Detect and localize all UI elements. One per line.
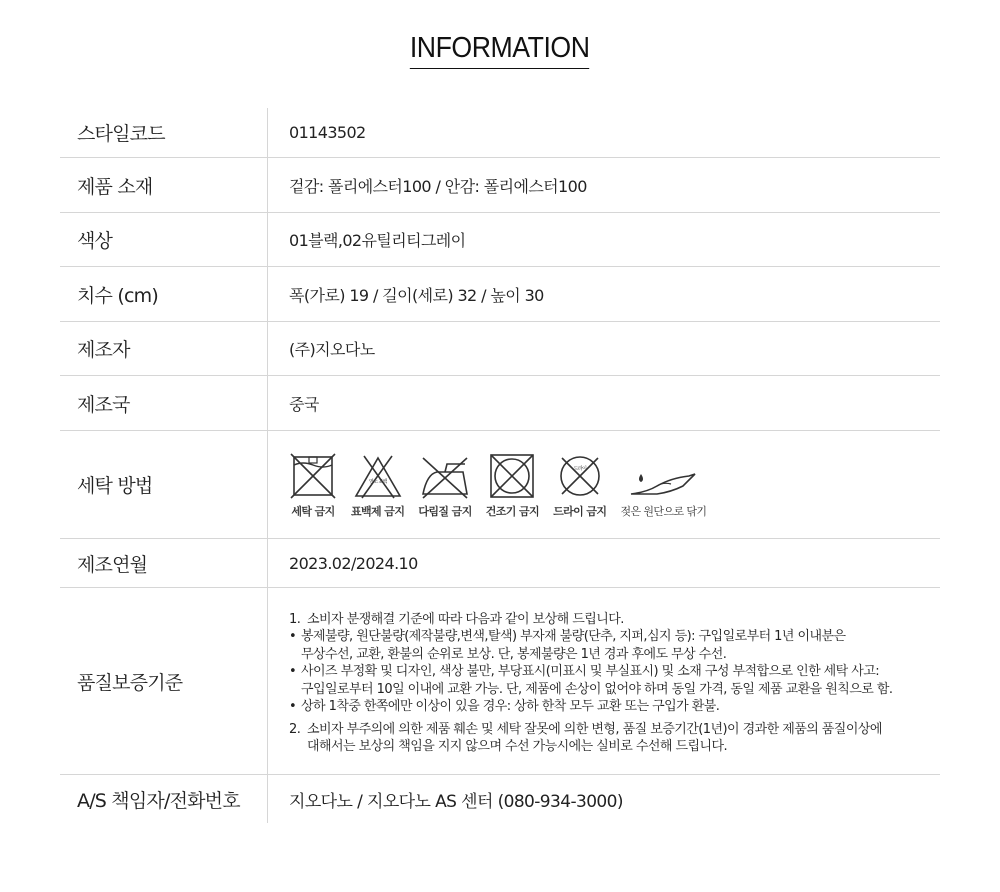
item-text: 소비자 분쟁해결 기준에 따라 다음과 같이 보상해 드립니다. <box>307 611 624 627</box>
quality-bullet <box>289 663 892 681</box>
dry-clean-inner-text: 드라이 <box>573 466 587 472</box>
bleach-inner-text: 염소 표백 <box>368 479 387 485</box>
row-material <box>60 158 940 213</box>
damp-cloth-wipe-icon <box>627 452 699 500</box>
care-label: 표백제 금지 <box>351 505 405 518</box>
row-value: 2023.02/2024.10 <box>289 553 418 573</box>
info-table <box>60 108 940 823</box>
bullet-mark: • <box>289 699 297 714</box>
row-label: 스타일코드 <box>60 108 268 157</box>
no-bleach-icon <box>352 452 404 500</box>
care-item <box>418 452 471 519</box>
care-icons <box>289 452 720 519</box>
row-color <box>60 213 940 267</box>
bullet-line: 구입일로부터 10일 이내에 교환 가능. 단, 제품에 손상이 없어야 하며 동일 가격, 동일 제품 교환을 원칙으로 함. <box>301 681 893 697</box>
row-label: 제조자 <box>60 322 268 375</box>
page-title: INFORMATION <box>410 30 590 69</box>
care-label: 다림질 금지 <box>418 505 472 518</box>
care-item <box>289 452 337 519</box>
row-quality <box>60 588 940 775</box>
row-country <box>60 376 940 431</box>
item-text: 대해서는 보상의 책임을 지지 않으며 수선 가능시에는 실비로 수선해 드립니다. <box>307 739 728 754</box>
bullet-line: 봉제불량, 원단불량(제작불량,변색,탈색) 부자재 불량(단추, 지퍼,심지 등): 구입일로부터 1년 이내분은 <box>301 629 846 644</box>
row-label: 세탁 방법 <box>60 431 268 538</box>
row-as <box>60 775 940 823</box>
row-label: 제조연월 <box>60 539 268 587</box>
bullet-mark: • <box>289 664 297 679</box>
bullet-mark: • <box>289 629 297 644</box>
care-item <box>486 452 539 519</box>
row-maker <box>60 322 940 376</box>
care-item <box>620 452 706 519</box>
quality-text <box>289 607 892 756</box>
row-value: 중국 <box>289 394 319 414</box>
item-number: 1. <box>289 611 301 627</box>
bullet-line: 상하 1착중 한쪽에만 이상이 있을 경우: 상하 한착 모두 교환 또는 구입가 환불. <box>301 699 720 714</box>
row-value <box>268 588 940 774</box>
row-value: 폭(가로) 19 / 길이(세로) 32 / 높이 30 <box>289 285 544 305</box>
care-label: 드라이 금지 <box>553 505 607 518</box>
row-date <box>60 539 940 588</box>
no-wash-icon <box>289 452 337 500</box>
row-label: 색상 <box>60 213 268 266</box>
care-label: 세탁 금지 <box>291 505 335 518</box>
row-value: 01블랙,02유틸리티그레이 <box>289 231 466 250</box>
row-label: 제품 소재 <box>60 158 268 212</box>
row-label: 치수 (cm) <box>60 267 268 321</box>
item-number: 2. <box>289 721 301 737</box>
quality-bullet <box>289 698 892 716</box>
row-label: A/S 책임자/전화번호 <box>60 775 268 823</box>
care-label: 젖은 원단으로 닦기 <box>620 505 707 518</box>
row-value: (주)지오다노 <box>289 340 375 359</box>
row-washing <box>60 431 940 539</box>
row-label: 품질보증기준 <box>60 588 268 774</box>
row-value: 겉감: 폴리에스터100 / 안감: 폴리에스터100 <box>289 176 587 196</box>
no-dry-clean-icon <box>556 452 604 500</box>
title-wrap <box>0 30 1000 69</box>
item-text: 소비자 부주의에 의한 제품 훼손 및 세탁 잘못에 의한 변형, 품질 보증기간(1년)이 경과한 제품의 품질이상에 <box>307 721 882 737</box>
bullet-line: 무상수선, 교환, 환불의 순위로 보상. 단, 봉제불량은 1년 경과 후에도 무상 수선. <box>301 646 727 662</box>
row-value <box>268 431 940 538</box>
row-size <box>60 267 940 322</box>
no-tumble-dry-icon <box>488 452 536 500</box>
row-label: 제조국 <box>60 376 268 430</box>
quality-item-1 <box>289 611 892 629</box>
row-value: 01143502 <box>289 123 366 142</box>
quality-item-2 <box>289 721 892 739</box>
care-item <box>553 452 606 519</box>
row-style-code <box>60 108 940 158</box>
no-iron-icon <box>419 452 471 500</box>
bullet-line: 사이즈 부정확 및 디자인, 색상 불만, 부당표시(미표시 및 부실표시) 및 소재 구성 부적합으로 인한 세탁 사고: <box>301 664 880 679</box>
care-item <box>351 452 404 519</box>
care-label: 건조기 금지 <box>485 505 540 518</box>
row-value: 지오다노 / 지오다노 AS 센터 (080-934-3000) <box>289 791 623 812</box>
quality-bullet <box>289 628 892 646</box>
